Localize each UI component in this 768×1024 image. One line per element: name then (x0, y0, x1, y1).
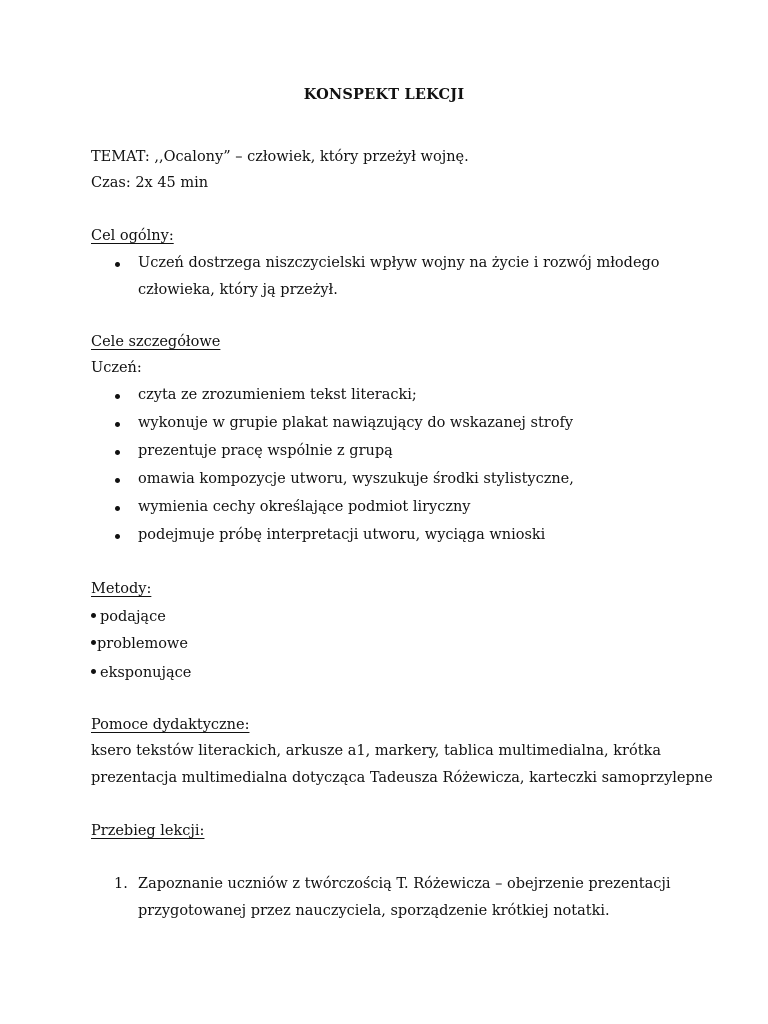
bullet-icon (115, 422, 120, 427)
general-goal-line-1: Uczeń dostrzega niszczycielski wpływ wojny na życie i rozwój młodego (138, 255, 660, 271)
lesson-step-number: 1. (114, 876, 128, 892)
bullet-icon (115, 534, 120, 539)
specific-goals-subheading: Uczeń: (91, 360, 142, 376)
method-item (91, 665, 191, 681)
lesson-step-line-1: Zapoznanie uczniów z twórczością T. Różewicza – obejrzenie prezentacji (138, 876, 671, 892)
specific-goal-item: podejmuje próbę interpretacji utworu, wyciąga wnioski (138, 527, 546, 543)
teaching-aids-line-2: prezentacja multimedialna dotycząca Tadeusza Różewicza, karteczki samoprzylepne (91, 770, 713, 786)
method-item (91, 636, 188, 652)
bullet-icon (115, 478, 120, 483)
bullet-icon (91, 613, 96, 618)
bullet-icon (115, 450, 120, 455)
lesson-step-line-2: przygotowanej przez nauczyciela, sporządzenie krótkiej notatki. (138, 903, 610, 919)
specific-goal-item: wykonuje w grupie plakat nawiązujący do wskazanej strofy (138, 415, 574, 431)
bullet-icon (115, 262, 120, 267)
bullet-icon (115, 506, 120, 511)
method-item-label: problemowe (97, 636, 188, 652)
lesson-topic: TEMAT: ,,Ocalony” – człowiek, który przeżył wojnę. (91, 149, 469, 165)
specific-goal-item: prezentuje pracę wspólnie z grupą (138, 443, 393, 459)
general-goal-line-2: człowieka, który ją przeżył. (138, 282, 338, 298)
specific-goals-heading: Cele szczegółowe (91, 334, 221, 350)
bullet-icon (91, 669, 96, 674)
teaching-aids-heading: Pomoce dydaktyczne: (91, 717, 250, 733)
method-item (91, 609, 166, 625)
specific-goal-item: wymienia cechy określające podmiot liryczny (138, 499, 471, 515)
specific-goal-item: czyta ze zrozumieniem tekst literacki; (138, 387, 417, 403)
methods-heading: Metody: (91, 581, 152, 597)
teaching-aids-line-1: ksero tekstów literackich, arkusze a1, markery, tablica multimedialna, krótka (91, 743, 661, 759)
method-item-label: podające (100, 609, 166, 625)
lesson-duration: Czas: 2x 45 min (91, 175, 209, 191)
bullet-icon (115, 394, 120, 399)
specific-goal-item: omawia kompozycje utworu, wyszukuje środki stylistyczne, (138, 471, 574, 487)
bullet-icon (91, 640, 96, 645)
method-item-label: eksponujące (100, 665, 192, 681)
document-title: KONSPEKT LEKCJI (303, 86, 465, 103)
lesson-course-heading: Przebieg lekcji: (91, 823, 205, 839)
general-goal-heading: Cel ogólny: (91, 228, 174, 244)
